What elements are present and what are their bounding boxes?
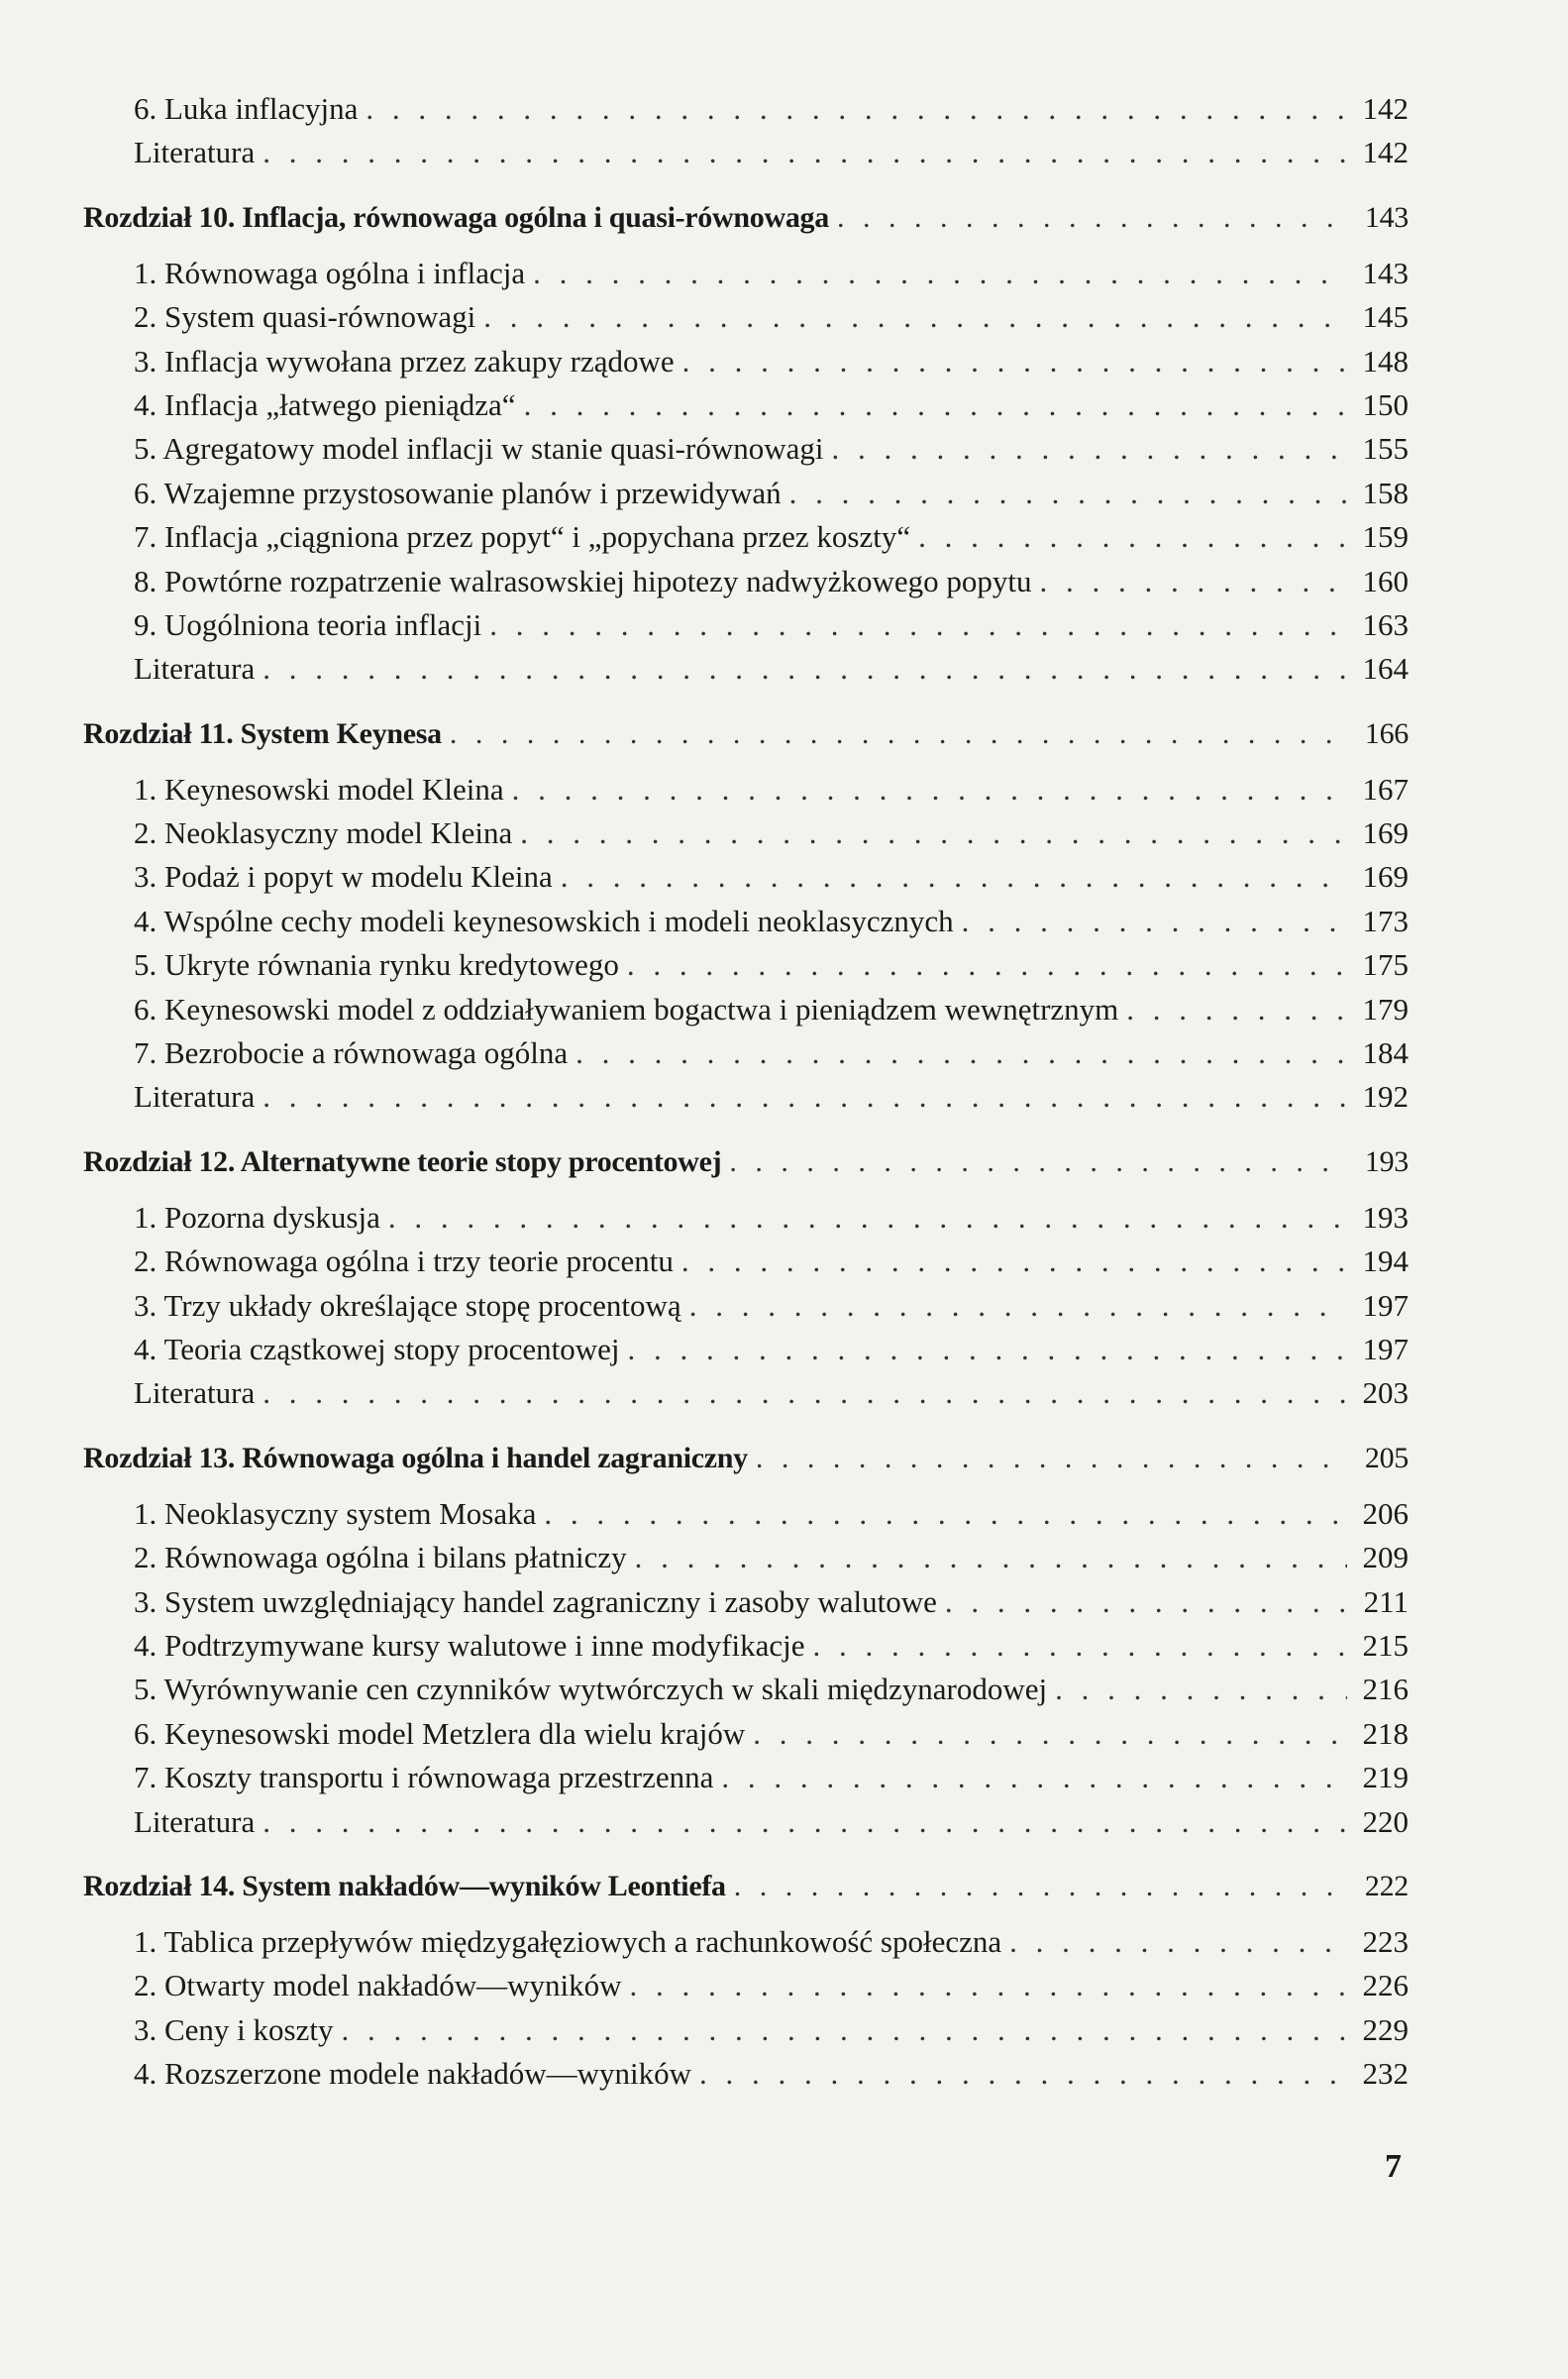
dot-leader [789,476,1347,511]
toc-page-number: 206 [1362,1495,1409,1531]
toc-entry [83,564,1409,607]
dot-leader [628,1332,1347,1367]
toc-page-number: 229 [1362,2011,1409,2047]
dot-leader [262,1375,1347,1411]
toc-title: 1. Tablica przepływów międzygałęziowych a rachunkowość społeczna [134,1923,1002,1959]
toc-entry [83,772,1409,815]
toc-page-number: 232 [1362,2056,1409,2092]
toc-entry [83,1496,1409,1540]
dot-leader [561,859,1347,895]
toc-title: 8. Powtórne rozpatrzenie walrasowskiej hipotezy nadwyżkowego popytu [134,563,1032,598]
dot-leader [635,1540,1347,1575]
toc-title: Rozdział 10. Inflacja, równowaga ogólna i quasi-równowaga [83,200,829,234]
toc-title: Literatura [134,1375,256,1411]
toc-page-number: 142 [1362,135,1409,170]
dot-leader [699,2056,1347,2092]
toc-title: 4. Podtrzymywane kursy walutowe i inne modyfikacje [134,1627,805,1663]
toc-title: 1. Keynesowski model Kleina [134,771,504,807]
toc-page-number: 167 [1362,771,1409,807]
toc-page-number: 197 [1362,1331,1409,1366]
dot-leader [1055,1672,1347,1707]
toc-title: 7. Koszty transportu i równowaga przestrzenna [134,1760,714,1795]
toc-page-number: 211 [1363,1583,1409,1619]
toc-page-number: 169 [1362,859,1409,895]
toc-title: Rozdział 12. Alternatywne teorie stopy procentowej [83,1144,722,1178]
dot-leader [962,904,1347,939]
dot-leader [512,772,1347,808]
dot-leader [837,201,1347,235]
toc-entry [83,1628,1409,1672]
toc-entry [83,1079,1409,1123]
toc-page-number: 148 [1362,343,1409,378]
toc-page-number: 150 [1362,386,1409,422]
toc-page-number: 173 [1362,903,1409,938]
toc-entry [83,256,1409,299]
toc-page-number: 169 [1362,815,1409,851]
toc-entry [83,947,1409,991]
toc-entry [83,1672,1409,1715]
toc-entry [83,1804,1409,1848]
toc-entry [83,344,1409,387]
dot-leader [262,1079,1347,1115]
toc-page-number: 226 [1362,1968,1409,2003]
toc-entry [83,431,1409,475]
page-number: 7 [1385,2148,1402,2185]
toc-title: 3. Inflacja wywołana przez zakupy rządowe [134,343,675,378]
toc-title: Rozdział 13. Równowaga ogólna i handel zagraniczny [83,1441,748,1474]
toc-title: 9. Uogólniona teoria inflacji [134,606,482,642]
toc-entry [83,2056,1409,2100]
toc-page-number: 163 [1362,606,1409,642]
toc-title: 4. Inflacja „łatwego pieniądza“ [134,386,516,422]
dot-leader [729,1145,1347,1179]
dot-leader [1009,1924,1347,1960]
dot-leader [450,717,1347,751]
dot-leader [918,519,1347,555]
toc-page-number: 143 [1362,255,1409,290]
toc-entry [83,1968,1409,2011]
toc-title: 6. Keynesowski model Metzlera dla wielu krajów [134,1715,746,1751]
dot-leader [366,91,1347,127]
toc-entry [83,1584,1409,1628]
chapter-heading [83,1442,1409,1496]
toc-title: 4. Rozszerzone modele nakładów—wyników [134,2056,692,2092]
toc-page-number: 215 [1362,1627,1409,1663]
dot-leader [1126,992,1347,1027]
dot-leader [721,1760,1347,1795]
chapter-heading [83,717,1409,772]
toc-title: Literatura [134,1079,256,1115]
toc-page-number: 175 [1362,947,1409,983]
toc-page-number: 159 [1362,519,1409,555]
dot-leader [342,2012,1348,2048]
toc-entry [83,299,1409,343]
toc-page-number: 222 [1364,1869,1409,1902]
toc-title: 6. Wzajemne przystosowanie planów i przewidywań [134,475,782,510]
toc-title: 4. Teoria cząstkowej stopy procentowej [134,1331,620,1366]
dot-leader [489,607,1347,643]
toc-title: 6. Luka inflacyjna [134,91,359,126]
toc-entry [83,1924,1409,1968]
toc-title: 3. Trzy układy określające stopę procentową [134,1287,681,1323]
toc-entry [83,859,1409,903]
toc-entry [83,1375,1409,1419]
toc-title: 2. Neoklasyczny model Kleina [134,815,513,851]
dot-leader [520,815,1347,851]
toc-entry [83,91,1409,135]
toc-page-number: 166 [1364,716,1409,750]
toc-page-number: 203 [1362,1375,1409,1411]
toc-title: 7. Inflacja „ciągniona przez popyt“ i „popychana przez koszty“ [134,519,911,555]
toc-title: 1. Równowaga ogólna i inflacja [134,255,526,290]
toc-page-number: 220 [1362,1803,1409,1839]
dot-leader [1040,564,1348,599]
toc-page-number: 155 [1362,431,1409,467]
dot-leader [262,1804,1347,1840]
toc-title: 7. Bezrobocie a równowaga ogólna [134,1035,569,1071]
dot-leader [262,135,1347,170]
dot-leader [575,1035,1347,1071]
dot-leader [689,1288,1347,1324]
toc-page-number: 193 [1362,1199,1409,1235]
toc-title: 3. Ceny i koszty [134,2011,334,2047]
toc-page-number: 209 [1362,1540,1409,1575]
toc-page-number: 143 [1364,200,1409,234]
toc-entry [83,2012,1409,2056]
toc-entry [83,476,1409,519]
toc-title: Literatura [134,135,256,170]
toc-title: Literatura [134,1803,256,1839]
toc-title: Rozdział 14. System nakładów—wyników Leontiefa [83,1869,726,1902]
toc-page-number: 158 [1362,475,1409,510]
toc-title: 5. Agregatowy model inflacji w stanie quasi-równowagi [134,431,824,467]
toc-page-number: 192 [1362,1079,1409,1115]
dot-leader [813,1628,1347,1664]
toc-entry [83,519,1409,563]
dot-leader [627,947,1347,983]
dot-leader [945,1584,1347,1620]
toc-entry [83,1200,1409,1244]
toc-title: 5. Wyrównywanie cen czynników wytwórczych w skali międzynarodowej [134,1672,1048,1707]
chapter-heading [83,201,1409,256]
toc-entry [83,904,1409,947]
dot-leader [831,431,1347,467]
toc-entry [83,1716,1409,1760]
dot-leader [681,1244,1347,1279]
toc-page-number: 216 [1362,1672,1409,1707]
toc-title: 5. Ukryte równania rynku kredytowego [134,947,619,983]
toc-entry [83,607,1409,651]
toc-entry [83,651,1409,695]
toc-title: 2. System quasi-równowagi [134,299,476,335]
toc-entry [83,1332,1409,1375]
toc-title: 3. System uwzględniający handel zagraniczny i zasoby walutowe [134,1583,937,1619]
toc-title: 2. Równowaga ogólna i bilans płatniczy [134,1540,627,1575]
toc-entry [83,815,1409,859]
toc-page-number: 223 [1362,1923,1409,1959]
table-of-contents [83,91,1409,2100]
toc-page-number: 184 [1362,1035,1409,1071]
toc-page-number: 164 [1362,651,1409,687]
dot-leader [629,1968,1347,2003]
toc-page-number: 193 [1364,1144,1409,1178]
toc-page-number: 145 [1362,299,1409,335]
toc-page-number: 218 [1362,1715,1409,1751]
dot-leader [524,387,1347,423]
toc-entry [83,1540,1409,1583]
toc-title: 6. Keynesowski model z oddziaływaniem bogactwa i pieniądzem wewnętrznym [134,991,1119,1027]
toc-title: Rozdział 11. System Keynesa [83,716,442,750]
dot-leader [388,1200,1347,1236]
dot-leader [533,256,1347,291]
toc-page-number: 219 [1362,1760,1409,1795]
toc-entry [83,135,1409,178]
toc-page-number: 205 [1364,1441,1409,1474]
toc-page-number: 179 [1362,991,1409,1027]
toc-entry [83,1760,1409,1803]
toc-title: 3. Podaż i popyt w modelu Kleina [134,859,553,895]
dot-leader [483,299,1347,335]
toc-entry [83,1244,1409,1287]
toc-entry [83,387,1409,431]
toc-title: 1. Neoklasyczny system Mosaka [134,1495,537,1531]
toc-page-number: 197 [1362,1287,1409,1323]
toc-page-number: 142 [1362,91,1409,126]
dot-leader [682,344,1347,379]
dot-leader [262,651,1347,687]
chapter-heading [83,1870,1409,1924]
dot-leader [756,1442,1347,1475]
toc-title: 4. Wspólne cechy modeli keynesowskich i modeli neoklasycznych [134,903,954,938]
dot-leader [734,1870,1347,1903]
toc-entry [83,992,1409,1035]
toc-title: 2. Otwarty model nakładów—wyników [134,1968,622,2003]
toc-title: 1. Pozorna dyskusja [134,1199,380,1235]
dot-leader [544,1496,1347,1532]
chapter-heading [83,1145,1409,1200]
toc-title: 2. Równowaga ogólna i trzy teorie procentu [134,1244,674,1279]
toc-page-number: 160 [1362,563,1409,598]
toc-title: Literatura [134,651,256,687]
toc-entry [83,1035,1409,1079]
toc-page-number: 194 [1362,1244,1409,1279]
toc-entry [83,1288,1409,1332]
dot-leader [753,1716,1347,1752]
